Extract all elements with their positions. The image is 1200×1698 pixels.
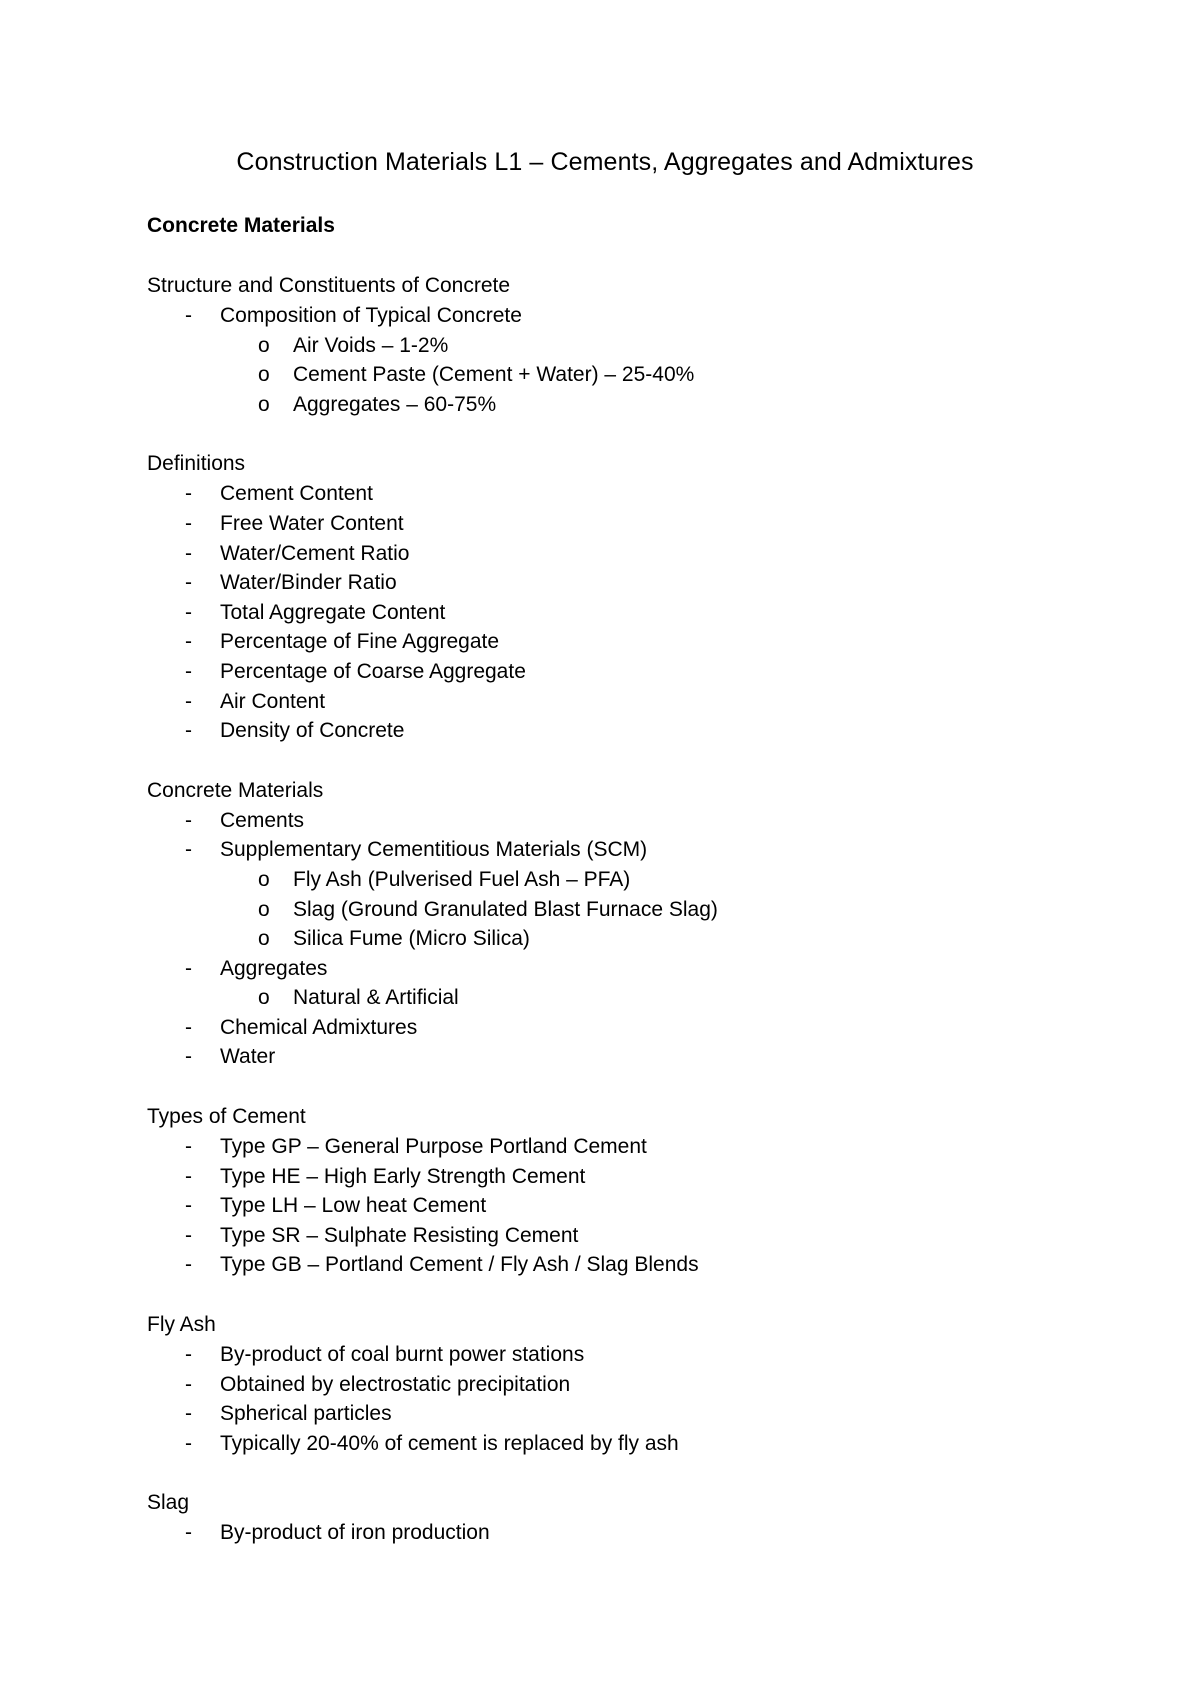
section-spacer	[147, 419, 1147, 449]
circle-bullet: o	[258, 927, 270, 951]
list-item-text: Water/Binder Ratio	[220, 571, 397, 595]
dash-bullet: -	[185, 808, 192, 832]
list-item-text: Density of Concrete	[220, 719, 405, 743]
list-item-text: Supplementary Cementitious Materials (SCM)	[220, 838, 648, 862]
dash-bullet: -	[185, 1015, 192, 1039]
list-item	[147, 687, 1147, 717]
list-item	[147, 895, 1147, 925]
dash-bullet: -	[185, 600, 192, 624]
list-item	[147, 1399, 1147, 1429]
dash-bullet: -	[185, 1431, 192, 1455]
list-item-text: By-product of coal burnt power stations	[220, 1343, 585, 1367]
list-item	[147, 806, 1147, 836]
dash-bullet: -	[185, 541, 192, 565]
section-heading-slag: Slag	[147, 1491, 190, 1515]
list-item	[147, 360, 1147, 390]
section-heading-fly-ash: Fly Ash	[147, 1313, 216, 1337]
document-body	[147, 211, 1147, 1548]
list-item	[147, 1042, 1147, 1072]
list-item-text: Type SR – Sulphate Resisting Cement	[220, 1223, 579, 1247]
dash-bullet: -	[185, 719, 192, 743]
circle-bullet: o	[258, 986, 270, 1010]
list-item-text: Chemical Admixtures	[220, 1015, 418, 1039]
list-item	[147, 598, 1147, 628]
dash-bullet: -	[185, 956, 192, 980]
list-item	[147, 657, 1147, 687]
list-item-text: Obtained by electrostatic precipitation	[220, 1372, 571, 1396]
list-item	[147, 301, 1147, 331]
section-heading-concrete-materials: Concrete Materials	[147, 778, 324, 802]
dash-bullet: -	[185, 838, 192, 862]
list-item	[147, 1340, 1147, 1370]
list-item	[147, 1132, 1147, 1162]
list-item	[147, 865, 1147, 895]
list-item	[147, 1250, 1147, 1280]
list-item-text: Total Aggregate Content	[220, 600, 446, 624]
section-heading-types-of-cement: Types of Cement	[147, 1105, 306, 1129]
section-spacer	[147, 241, 1147, 271]
list-item	[147, 835, 1147, 865]
list-item-text: Composition of Typical Concrete	[220, 304, 522, 327]
dash-bullet: -	[185, 630, 192, 654]
circle-bullet: o	[258, 333, 270, 357]
section-heading-structure-and-constituents-of-concrete: Structure and Constituents of Concrete	[147, 274, 511, 297]
list-item-text: Silica Fume (Micro Silica)	[293, 927, 530, 951]
dash-bullet: -	[185, 482, 192, 506]
circle-bullet: o	[258, 363, 270, 387]
dash-bullet: -	[185, 1343, 192, 1367]
list-item	[147, 954, 1147, 984]
list-item	[147, 1191, 1147, 1221]
dash-bullet: -	[185, 1402, 192, 1426]
list-item-text: Type LH – Low heat Cement	[220, 1194, 487, 1218]
dash-bullet: -	[185, 571, 192, 595]
list-item-text: Percentage of Coarse Aggregate	[220, 659, 526, 683]
document-title: Construction Materials L1 – Cements, Aggregates and Admixtures	[236, 148, 974, 176]
list-item-text: Typically 20-40% of cement is replaced by fly ash	[220, 1431, 679, 1455]
list-item-text: Water/Cement Ratio	[220, 541, 410, 565]
section-heading-definitions: Definitions	[147, 452, 246, 476]
list-item	[147, 539, 1147, 569]
dash-bullet: -	[185, 1194, 192, 1218]
list-item-text: Type GP – General Purpose Portland Cement	[220, 1135, 647, 1159]
dash-bullet: -	[185, 1223, 192, 1247]
circle-bullet: o	[258, 897, 270, 921]
list-item	[147, 331, 1147, 361]
dash-bullet: -	[185, 1045, 192, 1069]
list-item	[147, 627, 1147, 657]
list-item-text: Water	[220, 1045, 276, 1069]
list-item-text: Percentage of Fine Aggregate	[220, 630, 500, 654]
list-item-text: Type GB – Portland Cement / Fly Ash / Slag Blends	[220, 1253, 699, 1277]
list-item	[147, 390, 1147, 420]
dash-bullet: -	[185, 511, 192, 535]
list-item-text: Free Water Content	[220, 511, 404, 535]
section-spacer	[147, 1458, 1147, 1488]
list-item	[147, 1013, 1147, 1043]
list-item-text: Cement Content	[220, 482, 373, 506]
section-spacer	[147, 1072, 1147, 1102]
list-item-text: Air Content	[220, 689, 326, 713]
list-item	[147, 716, 1147, 746]
list-item	[147, 1429, 1147, 1459]
list-item	[147, 983, 1147, 1013]
list-item-text: Cement Paste (Cement + Water) – 25-40%	[293, 363, 695, 387]
section-spacer	[147, 1280, 1147, 1310]
dash-bullet: -	[185, 1164, 192, 1188]
circle-bullet: o	[258, 392, 270, 416]
list-item	[147, 509, 1147, 539]
list-item	[147, 568, 1147, 598]
dash-bullet: -	[185, 659, 192, 683]
list-item	[147, 479, 1147, 509]
list-item-text: Fly Ash (Pulverised Fuel Ash – PFA)	[293, 867, 631, 891]
list-item-text: Aggregates	[220, 956, 328, 980]
dash-bullet: -	[185, 1253, 192, 1277]
list-item-text: Spherical particles	[220, 1402, 392, 1426]
list-item-text: By-product of iron production	[220, 1521, 490, 1545]
list-item-text: Type HE – High Early Strength Cement	[220, 1164, 586, 1188]
list-item-text: Cements	[220, 808, 305, 832]
dash-bullet: -	[185, 689, 192, 713]
dash-bullet: -	[185, 1135, 192, 1159]
list-item-text: Aggregates – 60-75%	[293, 392, 497, 416]
dash-bullet: -	[185, 1521, 192, 1545]
list-item-text: Air Voids – 1-2%	[293, 333, 449, 357]
circle-bullet: o	[258, 867, 270, 891]
list-item	[147, 1162, 1147, 1192]
list-item	[147, 1370, 1147, 1400]
list-item-text: Slag (Ground Granulated Blast Furnace Slag)	[293, 897, 718, 921]
list-item-text: Natural & Artificial	[293, 986, 459, 1010]
dash-bullet: -	[185, 1372, 192, 1396]
list-item	[147, 1518, 1147, 1548]
dash-bullet: -	[185, 304, 192, 327]
list-item	[147, 1221, 1147, 1251]
list-item	[147, 924, 1147, 954]
section-heading-concrete-materials: Concrete Materials	[147, 214, 335, 237]
section-spacer	[147, 746, 1147, 776]
